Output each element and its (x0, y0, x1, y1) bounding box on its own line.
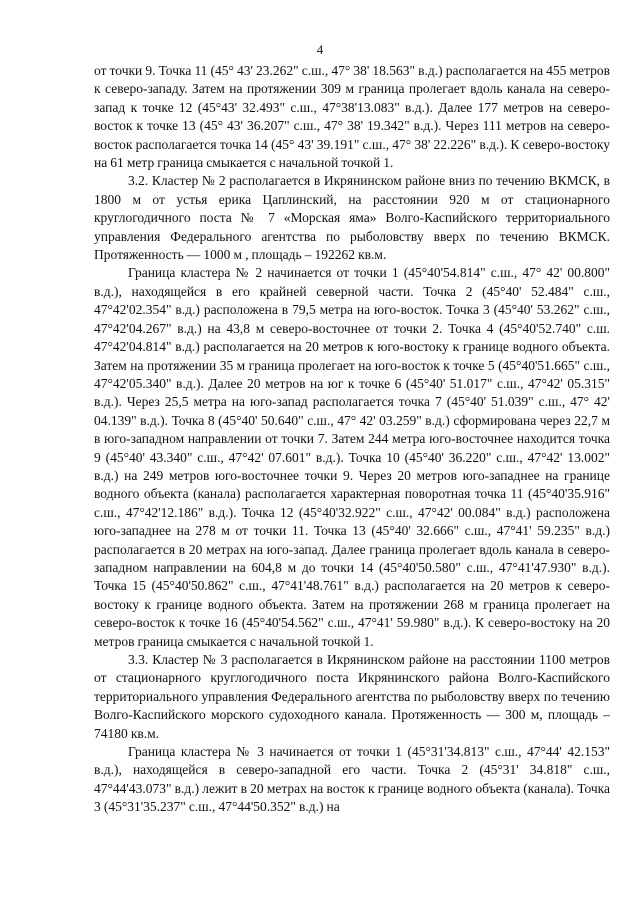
paragraph-cluster-3-boundary: Граница кластера № 3 начинается от точки 1 (45°31'34.813" с.ш., 47°44' 42.153" в.д.), находящейся в северо-западной его части. Точка 2 (45°31' 34.818" с.ш., 47°44'43.073" в.д.) лежит в 20 метрах на восток к границе водного объекта (канала). Точка 3 (45°31'35.237" с.ш., 47°44'50.352" в.д.) на (94, 744, 610, 815)
paragraph-cluster-3-intro: 3.3. Кластер № 3 располагается в Икрянинском районе на расстоянии 1100 метров от стационарного круглогодичного поста Икрянинского района Волго-Каспийского территориального управления Федерального агентства по рыболовству вверх по течению Волго-Каспийского морского судоходного канала. Протяженность — 300 м, площадь – 74180 кв.м. (94, 652, 610, 741)
paragraph-cluster-2-intro: 3.2. Кластер № 2 располагается в Икрянинском районе вниз по течению ВКМСК, в 1800 м от устья ерика Цаплинский, на расстоянии 920 м от стационарного круглогодичного поста № 7 «Морская яма» Волго-Каспийского территориального управления Федерального агентства по рыболовству вверх по течению ВКМСК. Протяженность — 1000 м , площадь – 192262 кв.м. (94, 173, 610, 263)
paragraph-cluster-1-end: от точки 9. Точка 11 (45° 43' 23.262" с.ш., 47° 38' 18.563" в.д.) располагается на 455 метров к северо-западу. Затем на протяжении 309 м граница пролегает вдоль канала на северо-запад к точке 12 (45°43' 32.493" с.ш., 47°38'13.083" в.д.). Далее 177 метров на северо-восток к точке 13 (45° 43' 36.207" с.ш., 47° 38' 19.342" в.д.). Через 111 метров на северо-восток располагается точка 14 (45° 43' 39.191" с.ш., 47° 38' 22.226" в.д.). К северо-востоку на 61 метр граница смыкается с начальной точкой 1. (94, 63, 610, 171)
page-number: 4 (316, 42, 324, 57)
paragraph-cluster-2-boundary: Граница кластера № 2 начинается от точки 1 (45°40'54.814" с.ш., 47° 42' 00.800" в.д.), находящейся в его крайней северной части. Точка 2 (45°40' 52.484" с.ш., 47°42'02.354" в.д.) расположена в 79,5 метра на юго-восток. Точка 3 (45°40' 53.262" с.ш., 47°42'04.267" в.д.) на 43,8 м северо-восточнее от точки 2. Точка 4 (45°40'52.740" с.ш. 47°42'04.814" в.д.) располагается на 20 метров к юго-востоку к границе водного объекта. Затем на протяжении 35 м граница пролегает на юго-восток к точке 5 (45°40'51.665" с.ш., 47°42'05.340" в.д.). Далее 20 метров на юг к точке 6 (45°40' 51.017" с.ш., 47°42' 05.315" в.д.). Через 25,5 метра на юго-запад располагается точка 7 (45°40' 51.039" с.ш., 47° 42' 04.139" в.д.). Точка 8 (45°40' 50.640" с.ш., 47° 42' 03.259" в.д.) сформирована через 22,7 м в юго-западном направлении от точки 7. Затем 244 метра юго-восточнее находится точка 9 (45°40' 43.340" с.ш., 47°42' 07.601" в.д.). Точка 10 (45°40' 36.220" с.ш., 47°42' 13.002" в.д.) на 249 метров юго-восточнее точки 9. Через 20 метров юго-западнее на границе водного объекта (канала) располагается характерная поворотная точка 11 (45°40'35.916" с.ш., 47°42'12.186" в.д.). Точка 12 (45°40'32.922" с.ш., 47°42' 00.084" в.д.) расположена юго-западнее на 278 м от точки 11. Точка 13 (45°40' 32.666" с.ш., 47°41' 59.235" в.д.) располагается в 20 метрах на юго-запад. Далее граница пролегает вдоль канала в северо-западном направлении на 604,8 м до точки 14 (45°40'50.580" с.ш., 47°41'47.930" в.д.). Точка 15 (45°40'50.862" с.ш., 47°41'48.761" в.д.) располагается на 20 метров к северо-востоку к границе водного объекта. Затем на протяжении 268 м граница пролегает на северо-восток к точке 16 (45°40'54.562" с.ш., 47°41' 59.980" в.д.). К северо-востоку на 20 метров граница смыкается с начальной точкой 1. (94, 265, 610, 649)
document-body (94, 62, 610, 817)
